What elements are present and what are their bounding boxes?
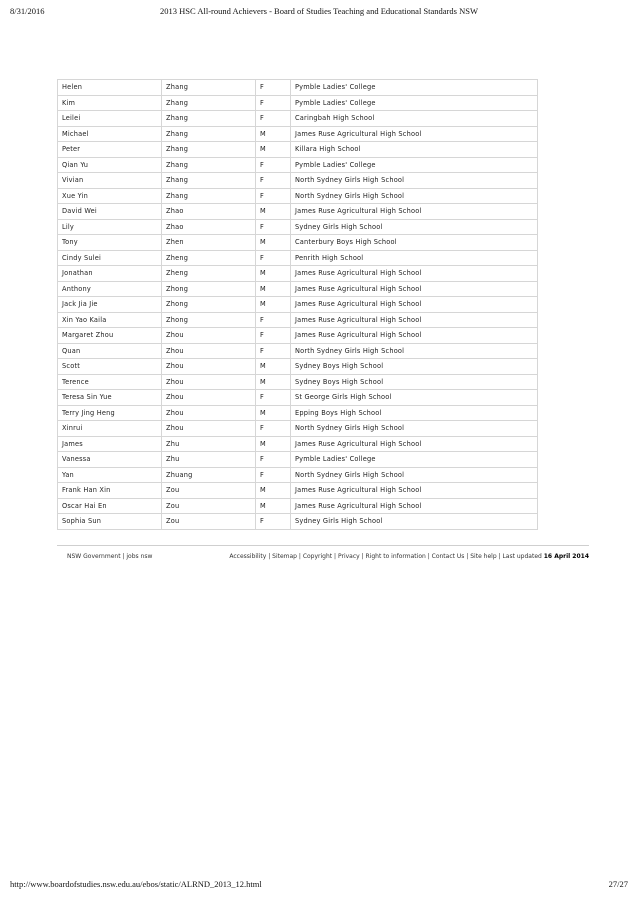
given-name-cell: Tony — [58, 235, 162, 251]
family-name-cell: Zhou — [162, 374, 256, 390]
given-name-cell: Xue Yin — [58, 188, 162, 204]
school-cell: James Ruse Agricultural High School — [291, 436, 538, 452]
given-name-cell: Xinrui — [58, 421, 162, 437]
gender-cell: M — [256, 281, 291, 297]
family-name-cell: Zhang — [162, 157, 256, 173]
family-name-cell: Zheng — [162, 266, 256, 282]
gender-cell: F — [256, 312, 291, 328]
family-name-cell: Zhang — [162, 173, 256, 189]
table-row — [58, 80, 538, 96]
table-row — [58, 328, 538, 344]
family-name-cell: Zhou — [162, 405, 256, 421]
family-name-cell: Zheng — [162, 250, 256, 266]
table-row — [58, 157, 538, 173]
family-name-cell: Zou — [162, 514, 256, 530]
gender-cell: F — [256, 390, 291, 406]
family-name-cell: Zhou — [162, 390, 256, 406]
table-row — [58, 266, 538, 282]
school-cell: Sydney Boys High School — [291, 359, 538, 375]
school-cell: North Sydney Girls High School — [291, 421, 538, 437]
table-row — [58, 235, 538, 251]
table-row — [58, 483, 538, 499]
table-row — [58, 126, 538, 142]
print-date: 8/31/2016 — [10, 6, 45, 16]
gender-cell: M — [256, 204, 291, 220]
family-name-cell: Zhong — [162, 297, 256, 313]
family-name-cell: Zhuang — [162, 467, 256, 483]
given-name-cell: Lily — [58, 219, 162, 235]
table-row — [58, 250, 538, 266]
gender-cell: F — [256, 467, 291, 483]
print-url: http://www.boardofstudies.nsw.edu.au/ebos/static/ALRND_2013_12.html — [10, 879, 262, 889]
gender-cell: M — [256, 235, 291, 251]
footer-divider — [57, 545, 589, 546]
gender-cell: M — [256, 436, 291, 452]
table-row — [58, 374, 538, 390]
given-name-cell: Michael — [58, 126, 162, 142]
table-row — [58, 498, 538, 514]
family-name-cell: Zou — [162, 498, 256, 514]
gender-cell: M — [256, 374, 291, 390]
school-cell: North Sydney Girls High School — [291, 188, 538, 204]
school-cell: James Ruse Agricultural High School — [291, 297, 538, 313]
table-row — [58, 297, 538, 313]
site-footer-left-links[interactable]: NSW Government | jobs nsw — [67, 553, 153, 560]
school-cell: James Ruse Agricultural High School — [291, 312, 538, 328]
given-name-cell: Helen — [58, 80, 162, 96]
gender-cell: F — [256, 173, 291, 189]
given-name-cell: Sophia Sun — [58, 514, 162, 530]
school-cell: Caringbah High School — [291, 111, 538, 127]
print-page-title: 2013 HSC All-round Achievers - Board of Studies Teaching and Educational Standards NSW — [160, 6, 478, 16]
given-name-cell: Vivian — [58, 173, 162, 189]
family-name-cell: Zhou — [162, 343, 256, 359]
gender-cell: F — [256, 514, 291, 530]
table-row — [58, 219, 538, 235]
table-row — [58, 467, 538, 483]
gender-cell: F — [256, 452, 291, 468]
given-name-cell: Jack Jia Jie — [58, 297, 162, 313]
school-cell: North Sydney Girls High School — [291, 343, 538, 359]
gender-cell: M — [256, 126, 291, 142]
given-name-cell: Qian Yu — [58, 157, 162, 173]
given-name-cell: Quan — [58, 343, 162, 359]
school-cell: North Sydney Girls High School — [291, 467, 538, 483]
gender-cell: M — [256, 359, 291, 375]
given-name-cell: Yan — [58, 467, 162, 483]
achievers-table — [57, 79, 538, 530]
gender-cell: M — [256, 142, 291, 158]
table-row — [58, 281, 538, 297]
given-name-cell: Anthony — [58, 281, 162, 297]
school-cell: Epping Boys High School — [291, 405, 538, 421]
school-cell: James Ruse Agricultural High School — [291, 281, 538, 297]
family-name-cell: Zhang — [162, 142, 256, 158]
family-name-cell: Zhang — [162, 126, 256, 142]
given-name-cell: Xin Yao Kaila — [58, 312, 162, 328]
table-row — [58, 514, 538, 530]
gender-cell: M — [256, 405, 291, 421]
family-name-cell: Zhang — [162, 95, 256, 111]
family-name-cell: Zhao — [162, 204, 256, 220]
given-name-cell: Vanessa — [58, 452, 162, 468]
given-name-cell: James — [58, 436, 162, 452]
gender-cell: F — [256, 188, 291, 204]
given-name-cell: Margaret Zhou — [58, 328, 162, 344]
table-row — [58, 421, 538, 437]
given-name-cell: Terry Jing Heng — [58, 405, 162, 421]
school-cell: James Ruse Agricultural High School — [291, 483, 538, 499]
gender-cell: F — [256, 421, 291, 437]
school-cell: Canterbury Boys High School — [291, 235, 538, 251]
table-row — [58, 452, 538, 468]
school-cell: James Ruse Agricultural High School — [291, 328, 538, 344]
given-name-cell: Peter — [58, 142, 162, 158]
table-row — [58, 359, 538, 375]
table-row — [58, 173, 538, 189]
gender-cell: F — [256, 95, 291, 111]
school-cell: St George Girls High School — [291, 390, 538, 406]
gender-cell: F — [256, 328, 291, 344]
table-row — [58, 111, 538, 127]
given-name-cell: Leilei — [58, 111, 162, 127]
table-row — [58, 390, 538, 406]
gender-cell: F — [256, 157, 291, 173]
print-footer — [10, 879, 628, 893]
school-cell: James Ruse Agricultural High School — [291, 126, 538, 142]
given-name-cell: Terence — [58, 374, 162, 390]
school-cell: Pymble Ladies' College — [291, 95, 538, 111]
gender-cell: F — [256, 343, 291, 359]
school-cell: James Ruse Agricultural High School — [291, 266, 538, 282]
achievers-table-body — [58, 80, 538, 530]
print-header — [10, 6, 628, 20]
family-name-cell: Zhong — [162, 312, 256, 328]
gender-cell: F — [256, 250, 291, 266]
school-cell: Sydney Girls High School — [291, 219, 538, 235]
site-footer-right-links[interactable] — [229, 553, 589, 560]
print-page-number: 27/27 — [608, 879, 628, 889]
table-row — [58, 343, 538, 359]
family-name-cell: Zhang — [162, 188, 256, 204]
gender-cell: M — [256, 498, 291, 514]
gender-cell: M — [256, 297, 291, 313]
gender-cell: M — [256, 266, 291, 282]
table-row — [58, 142, 538, 158]
table-row — [58, 436, 538, 452]
family-name-cell: Zhou — [162, 421, 256, 437]
given-name-cell: Teresa Sin Yue — [58, 390, 162, 406]
school-cell: Sydney Girls High School — [291, 514, 538, 530]
last-updated-date: 16 April 2014 — [543, 553, 589, 560]
family-name-cell: Zhong — [162, 281, 256, 297]
table-row — [58, 312, 538, 328]
school-cell: Penrith High School — [291, 250, 538, 266]
given-name-cell: David Wei — [58, 204, 162, 220]
table-row — [58, 188, 538, 204]
gender-cell: M — [256, 483, 291, 499]
given-name-cell: Jonathan — [58, 266, 162, 282]
family-name-cell: Zhou — [162, 359, 256, 375]
table-row — [58, 95, 538, 111]
school-cell: Sydney Boys High School — [291, 374, 538, 390]
gender-cell: F — [256, 111, 291, 127]
family-name-cell: Zou — [162, 483, 256, 499]
table-row — [58, 405, 538, 421]
given-name-cell: Frank Han Xin — [58, 483, 162, 499]
given-name-cell: Kim — [58, 95, 162, 111]
school-cell: North Sydney Girls High School — [291, 173, 538, 189]
given-name-cell: Oscar Hai En — [58, 498, 162, 514]
school-cell: Pymble Ladies' College — [291, 80, 538, 96]
family-name-cell: Zhou — [162, 328, 256, 344]
school-cell: Pymble Ladies' College — [291, 452, 538, 468]
family-name-cell: Zhang — [162, 80, 256, 96]
given-name-cell: Cindy Sulei — [58, 250, 162, 266]
school-cell: Pymble Ladies' College — [291, 157, 538, 173]
family-name-cell: Zhen — [162, 235, 256, 251]
gender-cell: F — [256, 219, 291, 235]
family-name-cell: Zhang — [162, 111, 256, 127]
school-cell: James Ruse Agricultural High School — [291, 498, 538, 514]
given-name-cell: Scott — [58, 359, 162, 375]
family-name-cell: Zhao — [162, 219, 256, 235]
family-name-cell: Zhu — [162, 436, 256, 452]
table-row — [58, 204, 538, 220]
site-footer-links[interactable]: Accessibility | Sitemap | Copyright | Privacy | Right to information | Contact Us | Site help | Last updated — [229, 553, 542, 560]
family-name-cell: Zhu — [162, 452, 256, 468]
gender-cell: F — [256, 80, 291, 96]
school-cell: Killara High School — [291, 142, 538, 158]
school-cell: James Ruse Agricultural High School — [291, 204, 538, 220]
